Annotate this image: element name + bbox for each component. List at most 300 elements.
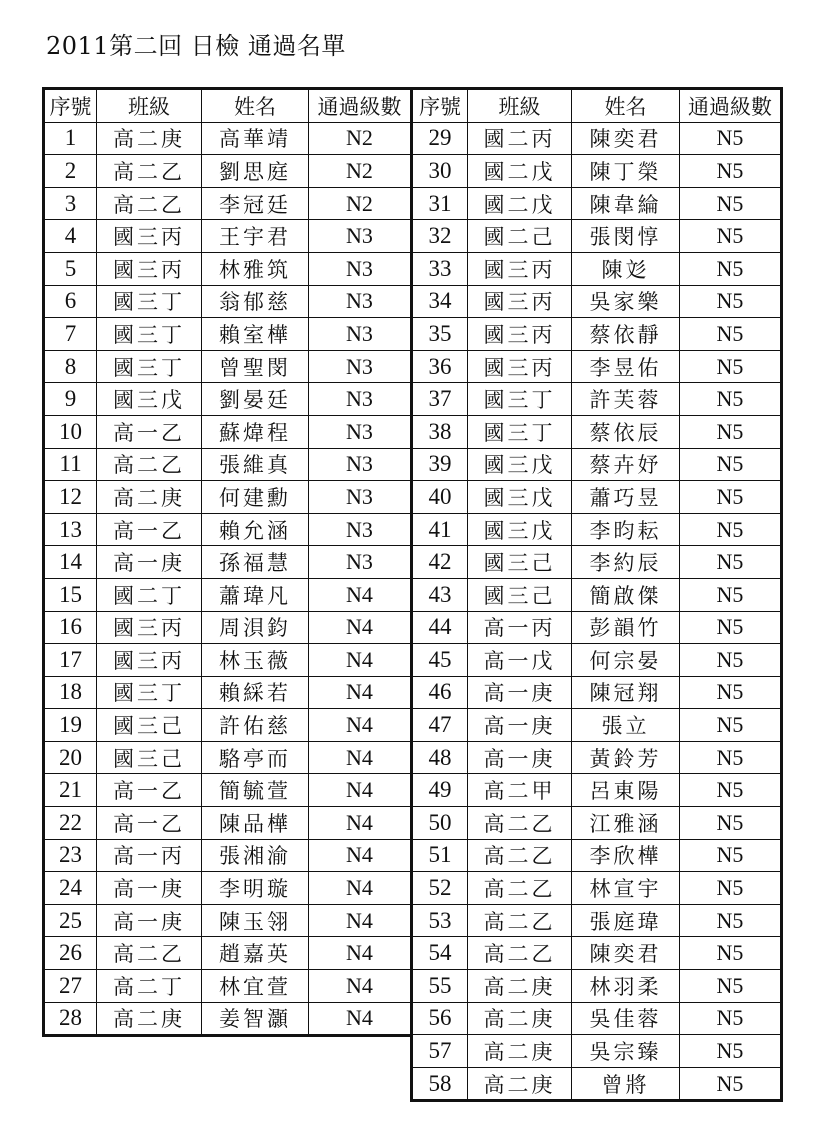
name-cell: 李冠廷 [202,187,309,220]
table-row [44,187,412,220]
level-cell: N5 [680,252,782,285]
level-cell: N5 [680,807,782,840]
table-row [44,1002,412,1036]
serial-cell: 19 [44,709,97,742]
name-cell: 李約辰 [572,546,680,579]
serial-cell: 49 [412,774,468,807]
class-cell: 高二乙 [97,155,202,188]
name-cell: 許芙蓉 [572,383,680,416]
name-cell: 黃鈴芳 [572,741,680,774]
table-row [44,676,412,709]
serial-cell: 10 [44,415,97,448]
level-cell: N5 [680,578,782,611]
table-row [44,546,412,579]
level-cell: N3 [309,415,412,448]
table-row [412,187,782,220]
level-cell: N3 [309,252,412,285]
header-name: 姓名 [202,89,309,123]
level-cell: N4 [309,709,412,742]
class-cell: 高二乙 [468,807,572,840]
table-row [412,318,782,351]
serial-cell: 5 [44,252,97,285]
class-cell: 高二庚 [97,481,202,514]
name-cell: 陳品樺 [202,807,309,840]
table-row [412,578,782,611]
class-cell: 國三丙 [97,611,202,644]
table-row [44,741,412,774]
name-cell: 吳佳蓉 [572,1002,680,1035]
table-row [412,1035,782,1068]
class-cell: 國三己 [468,578,572,611]
name-cell: 何宗晏 [572,644,680,677]
name-cell: 姜智灝 [202,1002,309,1036]
class-cell: 高二甲 [468,774,572,807]
level-cell: N3 [309,448,412,481]
serial-cell: 29 [412,122,468,155]
level-cell: N5 [680,676,782,709]
name-cell: 翁郁慈 [202,285,309,318]
level-cell: N5 [680,611,782,644]
table-row [412,904,782,937]
serial-cell: 24 [44,872,97,905]
class-cell: 高二乙 [468,937,572,970]
name-cell: 江雅涵 [572,807,680,840]
serial-cell: 46 [412,676,468,709]
name-cell: 蕭瑋凡 [202,578,309,611]
name-cell: 賴綵若 [202,676,309,709]
header-serial: 序號 [412,89,468,123]
table-row [44,937,412,970]
level-cell: N5 [680,350,782,383]
table-row [44,220,412,253]
name-cell: 陳奕君 [572,937,680,970]
serial-cell: 54 [412,937,468,970]
table-row [44,774,412,807]
header-level: 通過級數 [309,89,412,123]
table-row [412,155,782,188]
class-cell: 高二乙 [97,937,202,970]
serial-cell: 47 [412,709,468,742]
serial-cell: 14 [44,546,97,579]
class-cell: 國三丁 [468,383,572,416]
header-class: 班級 [468,89,572,123]
table-row [44,350,412,383]
name-cell: 許佑慈 [202,709,309,742]
table-row [412,220,782,253]
table-row [44,383,412,416]
class-cell: 國三丙 [468,252,572,285]
class-cell: 國三丙 [97,644,202,677]
level-cell: N4 [309,937,412,970]
level-cell: N5 [680,481,782,514]
level-cell: N5 [680,774,782,807]
serial-cell: 8 [44,350,97,383]
class-cell: 高一庚 [97,904,202,937]
class-cell: 高二乙 [468,872,572,905]
serial-cell: 4 [44,220,97,253]
name-cell: 蔡卉妤 [572,448,680,481]
class-cell: 國二己 [468,220,572,253]
level-cell: N4 [309,611,412,644]
serial-cell: 6 [44,285,97,318]
level-cell: N5 [680,1002,782,1035]
serial-cell: 12 [44,481,97,514]
level-cell: N5 [680,546,782,579]
name-cell: 孫福慧 [202,546,309,579]
table-row [412,448,782,481]
class-cell: 高一庚 [468,676,572,709]
class-cell: 國三丁 [97,285,202,318]
level-cell: N5 [680,318,782,351]
class-cell: 高二乙 [468,839,572,872]
class-cell: 高二庚 [468,1067,572,1101]
table-row [44,122,412,155]
level-cell: N2 [309,187,412,220]
name-cell: 張維真 [202,448,309,481]
class-cell: 高一庚 [468,709,572,742]
name-cell: 張庭瑋 [572,904,680,937]
name-cell: 張湘渝 [202,839,309,872]
table-row [412,741,782,774]
level-cell: N3 [309,220,412,253]
level-cell: N5 [680,448,782,481]
serial-cell: 9 [44,383,97,416]
serial-cell: 25 [44,904,97,937]
table-row [412,1002,782,1035]
table-row [44,904,412,937]
level-cell: N3 [309,481,412,514]
table-row [44,448,412,481]
class-cell: 國三丙 [468,285,572,318]
serial-cell: 38 [412,415,468,448]
serial-cell: 34 [412,285,468,318]
class-cell: 國三丙 [97,220,202,253]
level-cell: N4 [309,741,412,774]
serial-cell: 56 [412,1002,468,1035]
name-cell: 林宣宇 [572,872,680,905]
serial-cell: 57 [412,1035,468,1068]
header-class: 班級 [97,89,202,123]
class-cell: 國三丁 [97,318,202,351]
name-cell: 張立 [572,709,680,742]
level-cell: N4 [309,807,412,840]
header-name: 姓名 [572,89,680,123]
serial-cell: 40 [412,481,468,514]
serial-cell: 32 [412,220,468,253]
table-row [412,546,782,579]
name-cell: 蕭巧昱 [572,481,680,514]
level-cell: N3 [309,350,412,383]
level-cell: N5 [680,839,782,872]
level-cell: N4 [309,904,412,937]
serial-cell: 1 [44,122,97,155]
header-level: 通過級數 [680,89,782,123]
results-table-right [410,87,783,1102]
table-row [412,807,782,840]
table-row [412,350,782,383]
class-cell: 高二乙 [468,904,572,937]
class-cell: 國三戊 [468,513,572,546]
table-row [412,970,782,1003]
serial-cell: 16 [44,611,97,644]
class-cell: 高二庚 [468,1035,572,1068]
level-cell: N5 [680,970,782,1003]
table-row [412,676,782,709]
page-title: 2011第二回 日檢 通過名單 [46,32,346,60]
name-cell: 蔡依靜 [572,318,680,351]
level-cell: N3 [309,383,412,416]
serial-cell: 31 [412,187,468,220]
class-cell: 高二庚 [468,970,572,1003]
level-cell: N4 [309,774,412,807]
level-cell: N4 [309,578,412,611]
serial-cell: 33 [412,252,468,285]
class-cell: 國三戊 [468,481,572,514]
name-cell: 陳冠翔 [572,676,680,709]
class-cell: 高一庚 [97,546,202,579]
level-cell: N2 [309,155,412,188]
class-cell: 國三丙 [468,318,572,351]
serial-cell: 18 [44,676,97,709]
level-cell: N5 [680,383,782,416]
class-cell: 國二丙 [468,122,572,155]
class-cell: 高一丙 [97,839,202,872]
table-row [412,481,782,514]
class-cell: 高一丙 [468,611,572,644]
class-cell: 國三戊 [97,383,202,416]
table-row [44,807,412,840]
table-row [412,644,782,677]
serial-cell: 41 [412,513,468,546]
serial-cell: 48 [412,741,468,774]
class-cell: 國三丙 [468,350,572,383]
table-row [412,285,782,318]
table-row [44,709,412,742]
level-cell: N3 [309,546,412,579]
level-cell: N5 [680,220,782,253]
class-cell: 高二庚 [97,1002,202,1036]
table-row [44,252,412,285]
name-cell: 簡啟傑 [572,578,680,611]
name-cell: 高華靖 [202,122,309,155]
name-cell: 劉晏廷 [202,383,309,416]
level-cell: N5 [680,741,782,774]
name-cell: 李昀耘 [572,513,680,546]
class-cell: 高二庚 [97,122,202,155]
table-row [412,383,782,416]
table-row [44,578,412,611]
level-cell: N5 [680,415,782,448]
level-cell: N5 [680,1035,782,1068]
table-row [44,318,412,351]
class-cell: 國三己 [97,709,202,742]
level-cell: N5 [680,644,782,677]
name-cell: 蔡依辰 [572,415,680,448]
name-cell: 李明璇 [202,872,309,905]
serial-cell: 51 [412,839,468,872]
name-cell: 陳彣 [572,252,680,285]
class-cell: 國二丁 [97,578,202,611]
table-row [44,970,412,1003]
serial-cell: 26 [44,937,97,970]
level-cell: N4 [309,1002,412,1036]
serial-cell: 17 [44,644,97,677]
serial-cell: 13 [44,513,97,546]
serial-cell: 52 [412,872,468,905]
serial-cell: 27 [44,970,97,1003]
serial-cell: 45 [412,644,468,677]
table-row [44,285,412,318]
name-cell: 曾聖閔 [202,350,309,383]
level-cell: N4 [309,644,412,677]
table-row [412,709,782,742]
serial-cell: 2 [44,155,97,188]
serial-cell: 11 [44,448,97,481]
name-cell: 陳玉翎 [202,904,309,937]
table-row [44,839,412,872]
table-row [412,937,782,970]
class-cell: 國三戊 [468,448,572,481]
class-cell: 高一戊 [468,644,572,677]
table-row [412,513,782,546]
serial-cell: 42 [412,546,468,579]
name-cell: 曾將 [572,1067,680,1101]
serial-cell: 43 [412,578,468,611]
name-cell: 周浿鈞 [202,611,309,644]
serial-cell: 50 [412,807,468,840]
level-cell: N4 [309,676,412,709]
table-row [412,872,782,905]
table-row [412,611,782,644]
name-cell: 林雅筑 [202,252,309,285]
name-cell: 陳韋綸 [572,187,680,220]
class-cell: 高一庚 [468,741,572,774]
name-cell: 簡毓萱 [202,774,309,807]
table-row [44,513,412,546]
table-row [44,155,412,188]
serial-cell: 23 [44,839,97,872]
name-cell: 陳丁榮 [572,155,680,188]
level-cell: N5 [680,285,782,318]
level-cell: N3 [309,285,412,318]
class-cell: 高一乙 [97,513,202,546]
name-cell: 趙嘉英 [202,937,309,970]
level-cell: N2 [309,122,412,155]
name-cell: 林玉薇 [202,644,309,677]
class-cell: 高二乙 [97,448,202,481]
class-cell: 高一乙 [97,774,202,807]
name-cell: 駱亭而 [202,741,309,774]
table-row [412,252,782,285]
table-row [412,122,782,155]
class-cell: 國三丁 [97,350,202,383]
serial-cell: 7 [44,318,97,351]
name-cell: 王宇君 [202,220,309,253]
name-cell: 李昱佑 [572,350,680,383]
serial-cell: 35 [412,318,468,351]
table-row [44,644,412,677]
serial-cell: 37 [412,383,468,416]
header-serial: 序號 [44,89,97,123]
name-cell: 賴室樺 [202,318,309,351]
serial-cell: 20 [44,741,97,774]
serial-cell: 55 [412,970,468,1003]
level-cell: N5 [680,937,782,970]
level-cell: N5 [680,1067,782,1101]
name-cell: 陳奕君 [572,122,680,155]
name-cell: 劉思庭 [202,155,309,188]
level-cell: N3 [309,513,412,546]
serial-cell: 53 [412,904,468,937]
table-row [44,872,412,905]
level-cell: N4 [309,970,412,1003]
class-cell: 高一庚 [97,872,202,905]
name-cell: 張閔惇 [572,220,680,253]
name-cell: 吳宗臻 [572,1035,680,1068]
level-cell: N4 [309,839,412,872]
class-cell: 國三丁 [468,415,572,448]
table-row [412,839,782,872]
class-cell: 高二庚 [468,1002,572,1035]
class-cell: 高二乙 [97,187,202,220]
serial-cell: 22 [44,807,97,840]
name-cell: 呂東陽 [572,774,680,807]
level-cell: N5 [680,709,782,742]
class-cell: 國二戊 [468,155,572,188]
class-cell: 國二戊 [468,187,572,220]
level-cell: N3 [309,318,412,351]
serial-cell: 58 [412,1067,468,1101]
table-row [44,415,412,448]
serial-cell: 3 [44,187,97,220]
table-row [412,774,782,807]
header-row [412,89,782,123]
name-cell: 林宜萱 [202,970,309,1003]
class-cell: 高一乙 [97,415,202,448]
results-table-left [42,87,413,1037]
name-cell: 林羽柔 [572,970,680,1003]
class-cell: 國三丙 [97,252,202,285]
level-cell: N5 [680,872,782,905]
level-cell: N5 [680,187,782,220]
level-cell: N5 [680,513,782,546]
table-row [412,1067,782,1101]
name-cell: 彭韻竹 [572,611,680,644]
name-cell: 賴允涵 [202,513,309,546]
name-cell: 李欣樺 [572,839,680,872]
serial-cell: 15 [44,578,97,611]
class-cell: 國三丁 [97,676,202,709]
level-cell: N5 [680,122,782,155]
class-cell: 國三己 [468,546,572,579]
serial-cell: 30 [412,155,468,188]
class-cell: 高一乙 [97,807,202,840]
table-row [412,415,782,448]
header-row [44,89,412,123]
table-row [44,611,412,644]
name-cell: 吳家樂 [572,285,680,318]
name-cell: 蘇煒程 [202,415,309,448]
serial-cell: 28 [44,1002,97,1036]
serial-cell: 21 [44,774,97,807]
level-cell: N5 [680,155,782,188]
class-cell: 高二丁 [97,970,202,1003]
serial-cell: 39 [412,448,468,481]
level-cell: N4 [309,872,412,905]
class-cell: 國三己 [97,741,202,774]
name-cell: 何建勳 [202,481,309,514]
serial-cell: 36 [412,350,468,383]
